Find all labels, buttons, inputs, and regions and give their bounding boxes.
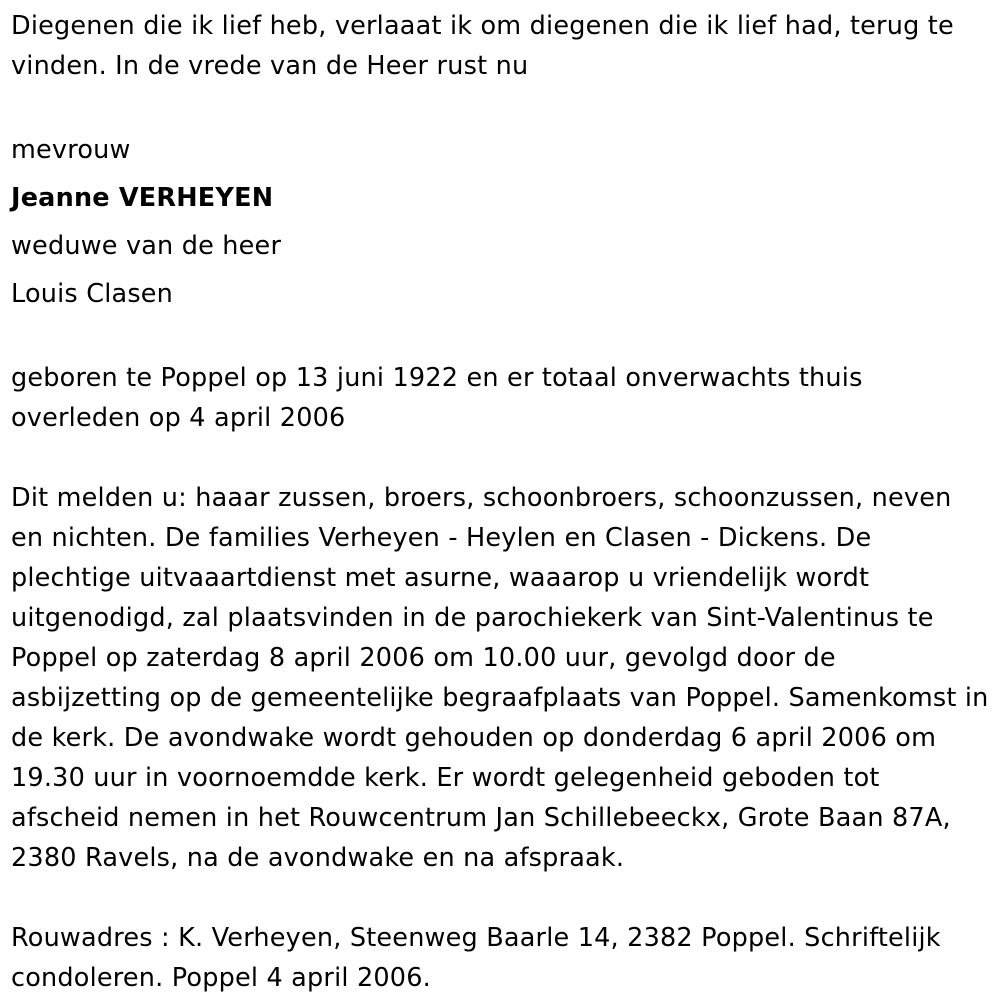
address-text: Rouwadres : K. Verheyen, Steenweg Baarle 14, 2382 Poppel. Schriftelijk condoleren. Poppel 4 april 2006. <box>11 923 941 993</box>
spacer <box>11 438 989 478</box>
announcement-text: Dit melden u: haaar zussen, broers, schoonbroers, schoonzussen, neven en nichten. De families Verheyen - Heylen en Clasen - Dickens. De plechtige uitvaaartdienst met asurne, waaarop u vriendelijk wordt uitgenodigd, zal plaatsvinden in de parochiekerk van Sint-Valentinus te Poppel op zaterdag 8 april 2006 om 10.00 uur, gevolgd door de asbijzetting op de gemeentelijke begraafplaats van Poppel. Samenkomst in de kerk. De avondwake wordt gehouden op donderdag 6 april 2006 om 19.30 uur in voornoemdde kerk. Er wordt gelegenheid geboden tot afscheid nemen in het Rouwcentrum Jan Schillebeeckx, Grote Baan 87A, 2380 Ravels, na de avondwake en na afspraak. <box>11 483 989 873</box>
spacer <box>11 318 989 358</box>
spacer <box>11 878 989 918</box>
deceased-name: Jeanne VERHEYEN <box>11 183 274 213</box>
spouse-name: Louis Clasen <box>11 279 174 309</box>
birth-death-text: geboren te Poppel op 13 juni 1922 en er totaal onverwachts thuis overleden op 4 april 2006 <box>11 363 863 433</box>
relation-text: weduwe van de heer <box>11 231 282 261</box>
spacer <box>11 86 989 126</box>
obituary-notice <box>11 6 989 998</box>
intro-text: Diegenen die ik lief heb, verlaaat ik om diegenen die ik lief had, terug te vinden. In de vrede van de Heer rust nu <box>11 11 954 81</box>
deceased-title: mevrouw <box>11 135 131 165</box>
